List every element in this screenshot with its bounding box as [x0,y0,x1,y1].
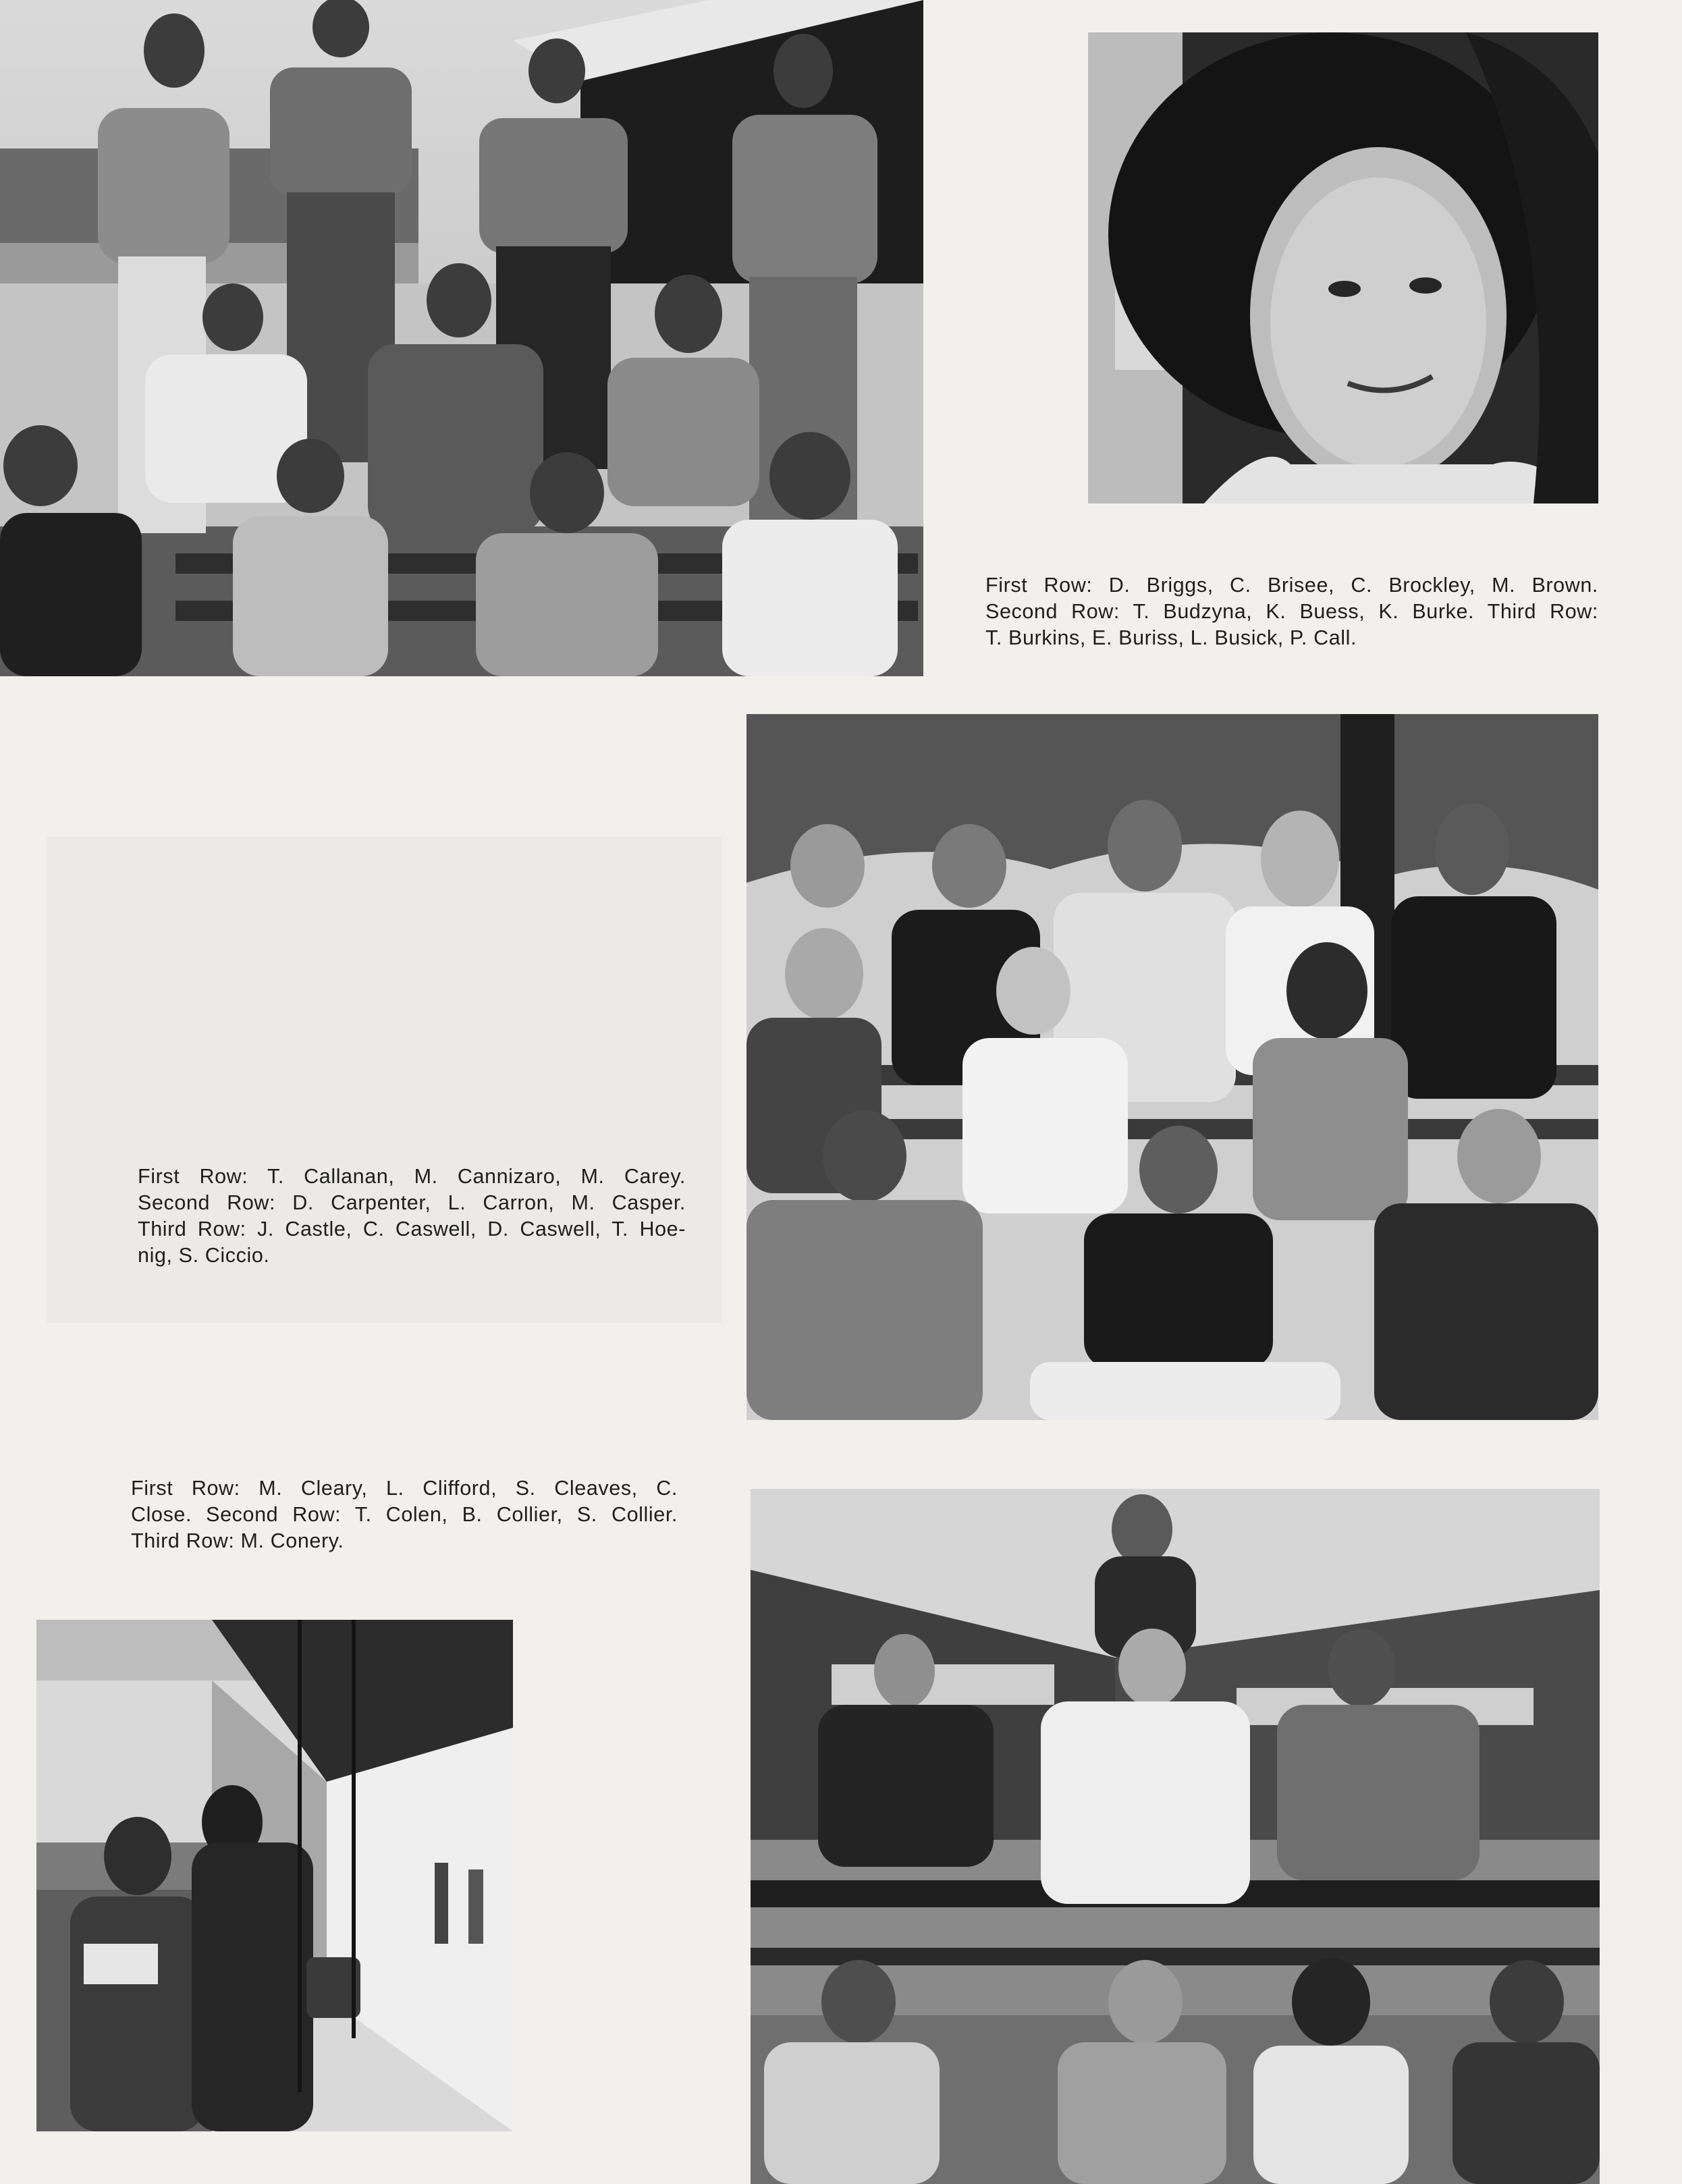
caption-group-c [131,1475,678,1554]
caption-line: First Row: D. Briggs, C. Brisee, C. Brockley, M. Brown. [985,574,1598,597]
caption-line: T. Burkins, E. Buriss, L. Busick, P. Call. [985,626,1357,649]
portrait-photo [1088,32,1598,503]
caption-line: Close. Second Row: T. Colen, B. Collier, S. Collier. [131,1503,678,1526]
caption-line: Third Row: J. Castle, C. Caswell, D. Caswell, T. Hoe- [138,1218,686,1240]
caption-line: Third Row: M. Conery. [131,1529,344,1552]
group-photo-c [751,1489,1600,2184]
caption-line: Second Row: D. Carpenter, L. Carron, M. Casper. [138,1191,686,1214]
caption-group-b [138,1164,686,1269]
hallway-photo [36,1620,513,2131]
group-photo-a [0,0,923,676]
caption-line: First Row: T. Callanan, M. Cannizaro, M. Carey. [138,1165,686,1188]
group-photo-b [747,714,1598,1420]
caption-line: nig, S. Ciccio. [138,1244,270,1267]
caption-group-a [985,572,1598,651]
caption-line: Second Row: T. Budzyna, K. Buess, K. Burke. Third Row: [985,600,1598,623]
caption-line: First Row: M. Cleary, L. Clifford, S. Cleaves, C. [131,1477,678,1500]
